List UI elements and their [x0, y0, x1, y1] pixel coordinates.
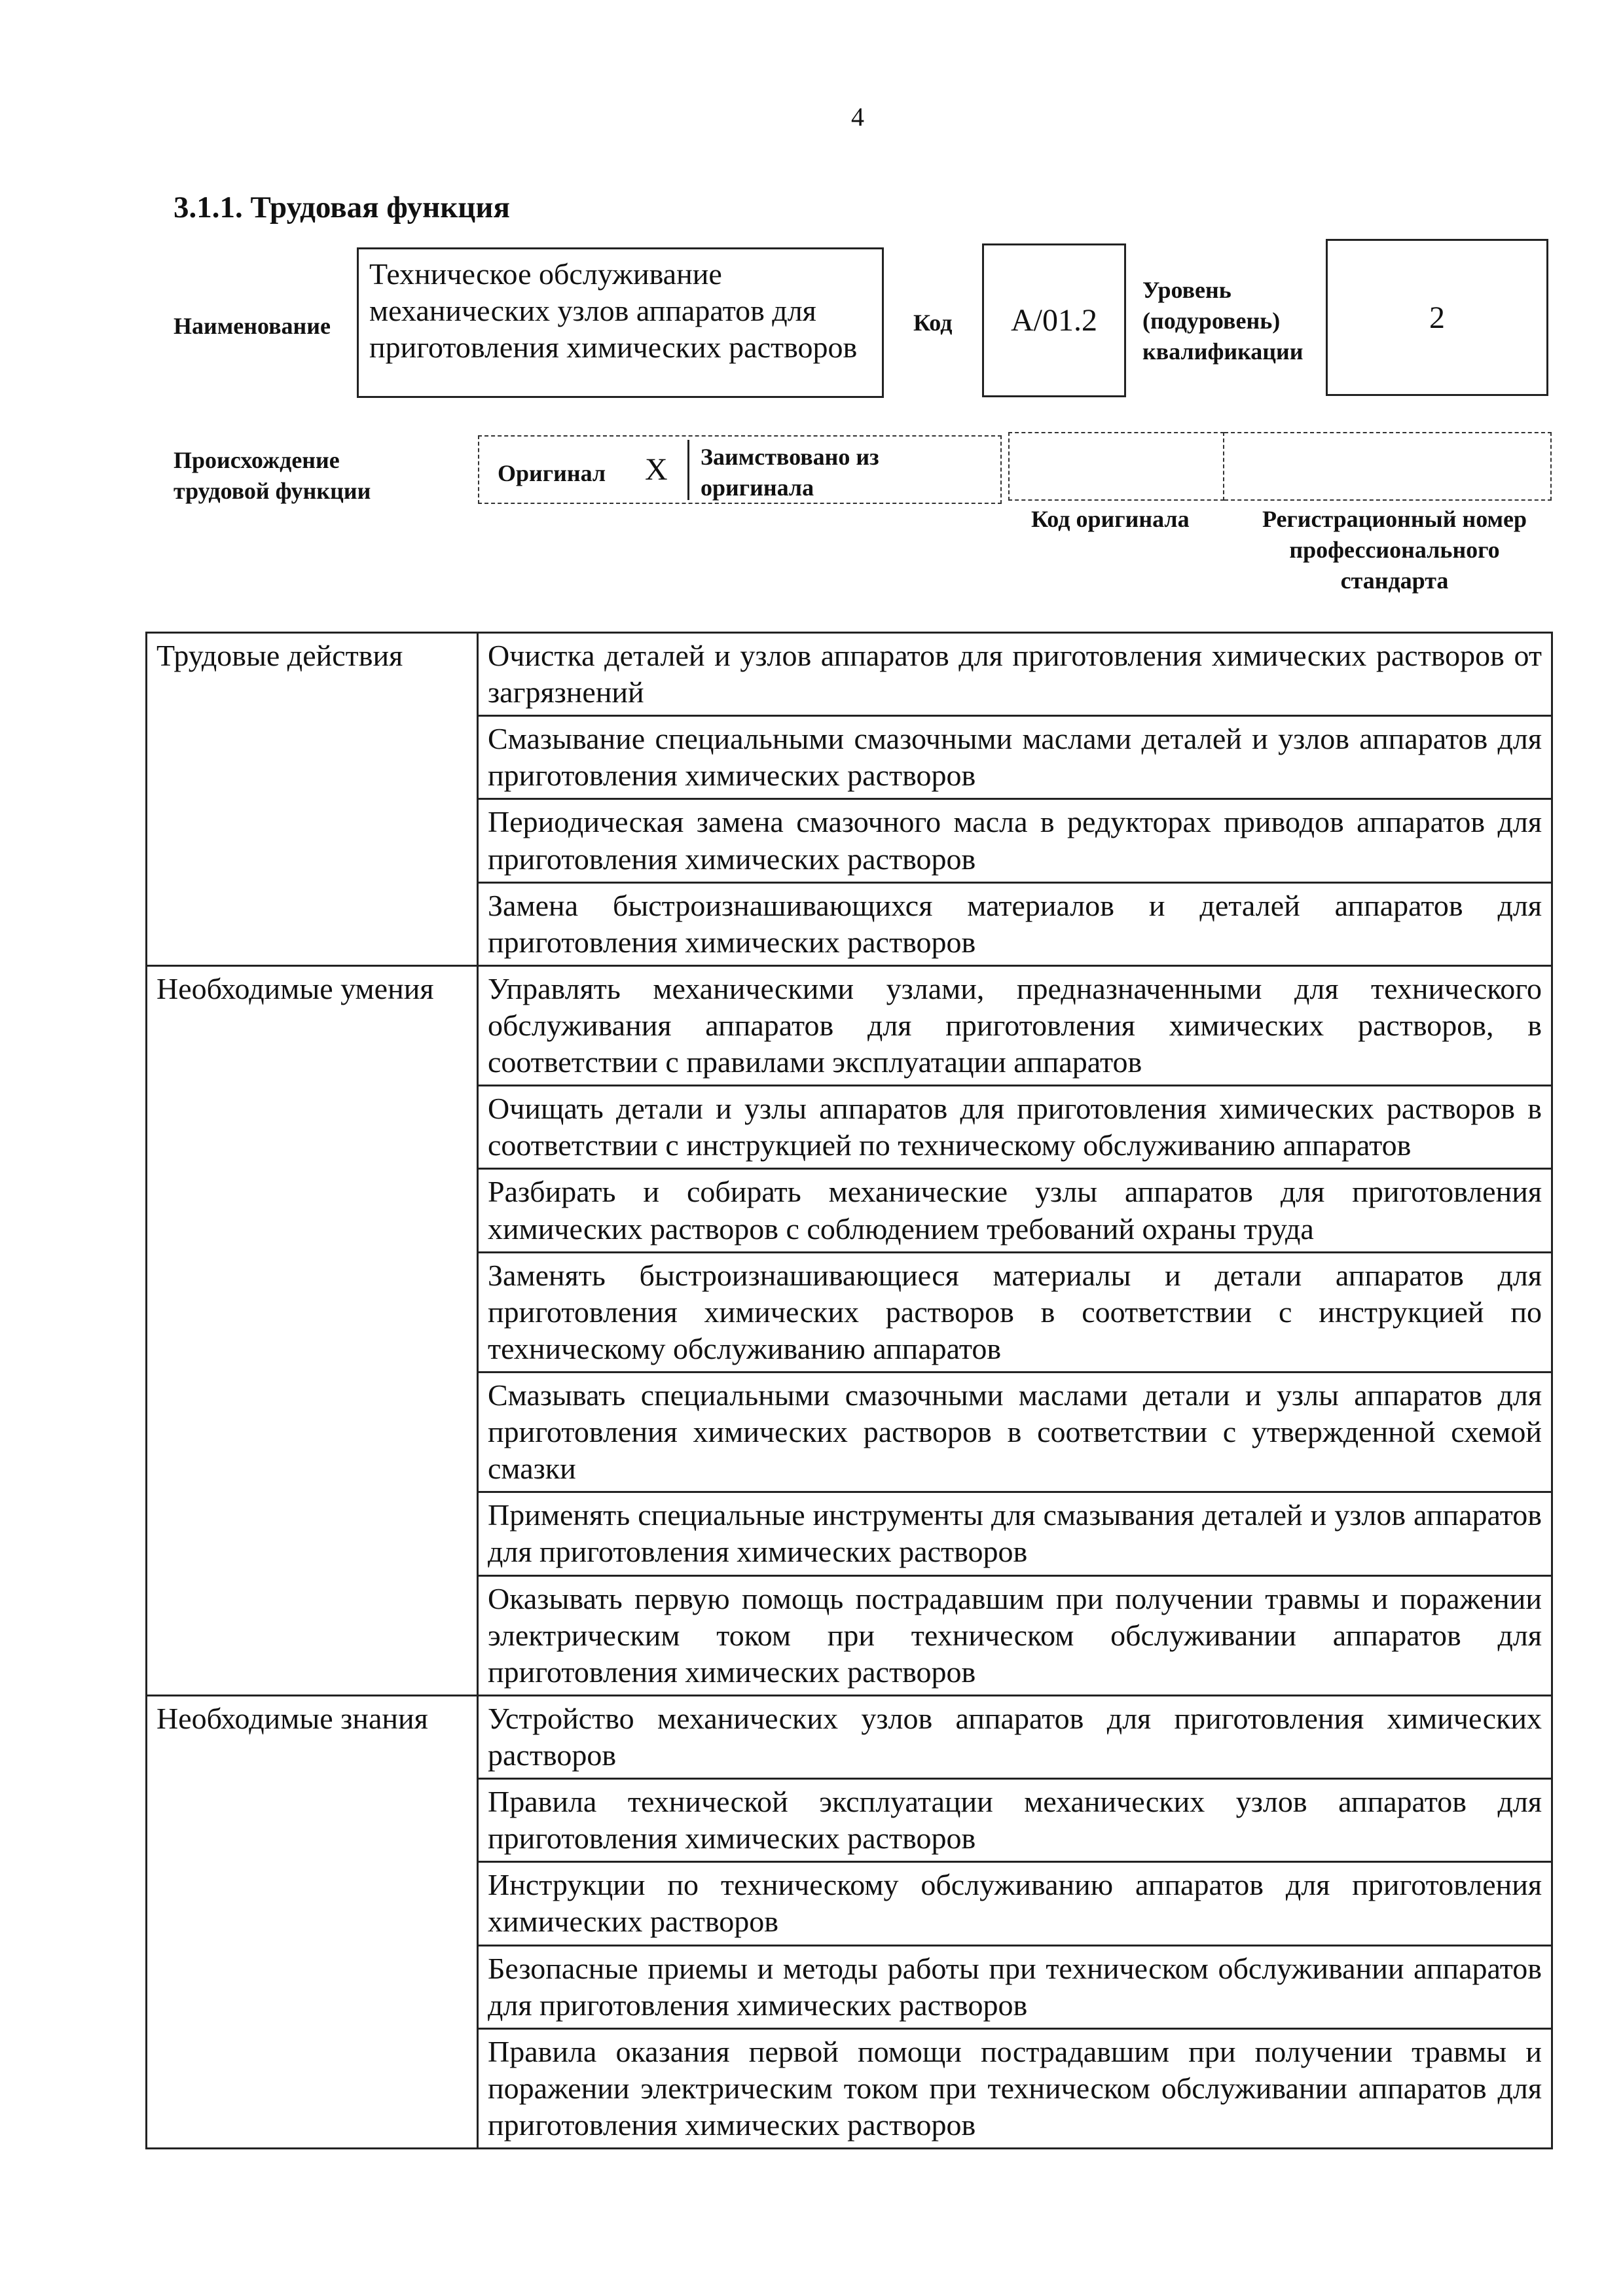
- table-cell: Смазывать специальными смазочными маслами детали и узлы аппаратов для приготовления химических растворов в соответствии с утвержденной схемой смазки: [478, 1372, 1552, 1492]
- table-cell: Смазывание специальными смазочными маслами деталей и узлов аппаратов для приготовления химических растворов: [478, 716, 1552, 799]
- table-cell: Очищать детали и узлы аппаратов для приготовления химических растворов в соответствии с инструкцией по техническому обслуживанию аппаратов: [478, 1086, 1552, 1169]
- name-value-box: [357, 247, 884, 398]
- section-title-actions: Трудовые действия: [147, 633, 478, 966]
- original-mark: X: [645, 452, 668, 487]
- table-cell: Разбирать и собирать механические узлы аппаратов для приготовления химических растворов с соблюдением требований охраны труда: [478, 1169, 1552, 1252]
- page-number: 4: [851, 102, 864, 132]
- table-cell: Применять специальные инструменты для смазывания деталей и узлов аппаратов для приготовления химических растворов: [478, 1492, 1552, 1575]
- table-cell: Очистка деталей и узлов аппаратов для приготовления химических растворов от загрязнений: [478, 633, 1552, 716]
- table-cell: Замена быстроизнашивающихся материалов и деталей аппаратов для приготовления химических растворов: [478, 882, 1552, 965]
- code-value: A/01.2: [1011, 303, 1097, 338]
- code-label: Код: [913, 310, 953, 336]
- table-cell: Инструкции по техническому обслуживанию аппаратов для приготовления химических растворов: [478, 1862, 1552, 1945]
- origin-separator: [687, 440, 689, 500]
- section-title-skills: Необходимые умения: [147, 965, 478, 1695]
- reg-number-box: [1224, 432, 1552, 501]
- function-table: [145, 632, 1553, 2149]
- borrowed-label: Заимствовано из оригинала: [701, 444, 879, 501]
- code-value-box: [982, 243, 1126, 397]
- name-label: Наименование: [173, 313, 331, 339]
- table-cell: Периодическая замена смазочного масла в редукторах приводов аппаратов для приготовления химических растворов: [478, 799, 1552, 882]
- original-label: Оригинал: [498, 460, 606, 486]
- name-value: Техническое обслуживание механических узлов аппаратов для приготовления химических растворов: [369, 257, 858, 365]
- level-value: 2: [1429, 300, 1445, 335]
- section-title: 3.1.1. Трудовая функция: [173, 190, 510, 224]
- table-cell: Правила оказания первой помощи пострадавшим при получении травмы и поражении электрическим током при техническом обслуживании аппаратов для приготовления химических растворов: [478, 2028, 1552, 2148]
- table-cell: Заменять быстроизнашивающиеся материалы и детали аппаратов для приготовления химических растворов в соответствии с инструкцией по техническому обслуживанию аппаратов: [478, 1252, 1552, 1372]
- table-cell: Устройство механических узлов аппаратов для приготовления химических растворов: [478, 1695, 1552, 1778]
- origin-label: Происхождение трудовой функции: [173, 447, 371, 504]
- level-label: Уровень (подуровень) квалификации: [1142, 277, 1304, 365]
- table-cell: Оказывать первую помощь пострадавшим при получении травмы и поражении электрическим током при техническом обслуживании аппаратов для приготовления химических растворов: [478, 1575, 1552, 1695]
- table-cell: Безопасные приемы и методы работы при техническом обслуживании аппаратов для приготовления химических растворов: [478, 1945, 1552, 2028]
- original-code-caption: Код оригинала: [1031, 506, 1190, 532]
- table-cell: Управлять механическими узлами, предназначенными для технического обслуживания аппаратов для приготовления химических растворов, в соответствии с правилами эксплуатации аппаратов: [478, 965, 1552, 1085]
- reg-number-caption: Регистрационный номер профессионального стандарта: [1262, 506, 1527, 594]
- table-cell: Правила технической эксплуатации механических узлов аппаратов для приготовления химических растворов: [478, 1779, 1552, 1862]
- level-value-box: [1326, 239, 1548, 396]
- section-title-knowledge: Необходимые знания: [147, 1695, 478, 2148]
- original-code-box: [1008, 432, 1224, 501]
